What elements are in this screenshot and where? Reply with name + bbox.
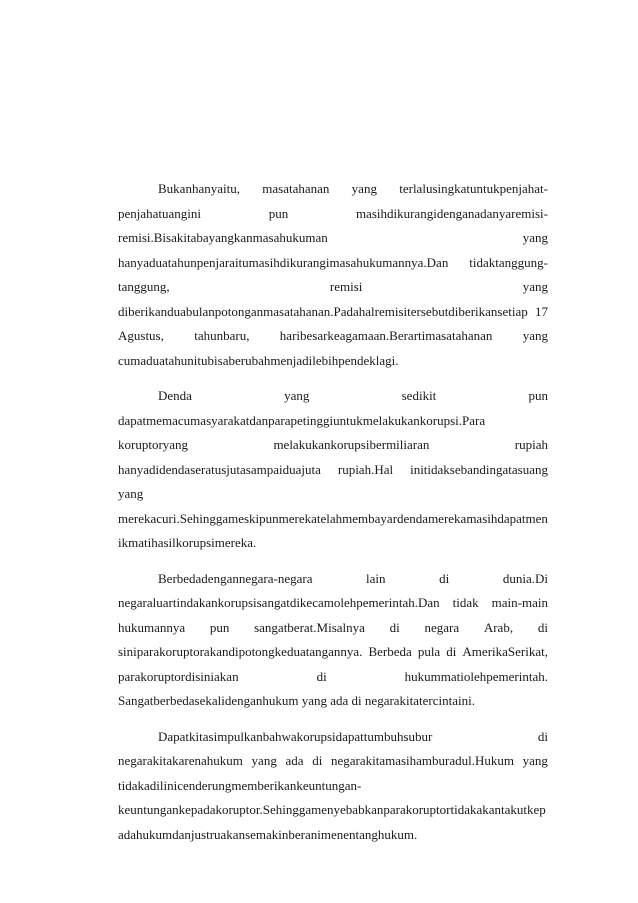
text-line: [118, 798, 548, 823]
text-line: [118, 324, 548, 349]
word: di: [537, 728, 548, 744]
word: hanyadidendaseratusjutasampaiduajuta: [118, 461, 321, 477]
word: tidaktanggung-: [469, 254, 548, 270]
word: haribesarkeagamaan.Berartimasatahanan: [279, 328, 493, 343]
paragraph-p3: [118, 567, 548, 714]
word: negaraluartindakankorupsisangatdikecamolehpemerintah.Dan: [118, 595, 440, 610]
word: lain: [366, 570, 386, 586]
word: masihdikurangidenganadanyaremisi-: [355, 205, 548, 221]
text-line: [118, 640, 548, 665]
text-line: [118, 823, 548, 848]
word: Berbedadengannegara-negara: [158, 570, 313, 586]
word: tidakadilinicenderungmemberikankeuntungan-: [118, 777, 362, 793]
word: yang: [351, 181, 377, 196]
word: koruptoryang: [118, 437, 189, 452]
word: tahunbaru,: [194, 328, 250, 343]
text-line: [118, 409, 548, 434]
text-line: [118, 749, 548, 774]
word: di: [316, 668, 327, 684]
word: pula: [417, 644, 441, 659]
paragraph-gap: [118, 714, 548, 725]
word: rupiah: [514, 437, 548, 452]
word: rupiah.Hal: [337, 461, 394, 477]
word: remisi: [329, 279, 363, 294]
word: tidak: [452, 595, 479, 610]
word: adahukumdanjustruakansemakinberanimenentanghukum.: [118, 826, 418, 842]
word: negarakitakarenahukum: [118, 753, 243, 768]
paragraph-gap: [118, 373, 548, 384]
text-line: [118, 531, 548, 556]
word: siniparakoruptorakandipotongkeduatangannya.: [118, 644, 363, 659]
word: hukummatiolehpemerintah.: [404, 668, 548, 684]
text-line: [118, 202, 548, 227]
text-line: [118, 226, 548, 251]
text-line: [118, 725, 548, 750]
word: yang: [118, 486, 144, 501]
text-line: [118, 251, 548, 276]
word: negarakitamasihamburadul.Hukum: [330, 753, 514, 768]
word: pun: [209, 619, 230, 635]
word: di: [439, 570, 450, 586]
word: Bukanhanyaitu,: [158, 181, 240, 196]
word: main-main: [491, 595, 548, 610]
word: yang: [522, 230, 548, 245]
word: dapatmemacumasyarakatdanparapetinggiuntukmelakukankorupsi.Para: [118, 412, 486, 428]
word: initidaksebandingatasuang: [410, 461, 548, 477]
word: 17: [535, 303, 548, 319]
word: yang: [251, 753, 277, 768]
paragraph-p2: [118, 384, 548, 556]
word: negara: [424, 619, 460, 635]
word: di: [389, 619, 400, 635]
word: yang: [284, 388, 310, 403]
word: yang: [522, 753, 548, 768]
word: ikmatihasilkorupsimereka.: [118, 535, 257, 550]
word: di: [446, 644, 457, 659]
word: yang: [522, 279, 548, 294]
word: di: [537, 619, 548, 635]
word: keuntungankepadakoruptor.Sehinggamenyebabkanparakoruptortidakakantakutkep: [118, 802, 546, 817]
word: tanggung,: [118, 279, 170, 294]
word: pun: [528, 388, 548, 403]
text-line: [118, 665, 548, 690]
word: hanyaduatahunpenjaraitumasihdikurangimasahukumannya.Dan: [118, 254, 449, 270]
word: Agustus,: [118, 328, 164, 343]
word: remisi.Bisakitabayangkanmasahukuman: [118, 230, 328, 245]
word: Sangatberbedasekalidenganhukum yang ada di negarakitatercintaini.: [118, 693, 475, 708]
text-line: [118, 507, 548, 532]
word: Arab,: [483, 619, 514, 635]
paragraph-p4: [118, 725, 548, 848]
text-line: [118, 567, 548, 592]
word: diberikanduabulanpotonganmasatahanan.Padahalremisitersebutdiberikansetiap: [118, 303, 528, 319]
text-line: [118, 616, 548, 641]
word: melakukankorupsibermiliaran: [273, 437, 430, 452]
word: cumaduatahunitubisaberubahmenjadilebihpendeklagi.: [118, 352, 399, 368]
word: merekacuri.Sehinggameskipunmerekatelahmembayardendamerekamasihdapatmen: [118, 510, 548, 526]
text-line: [118, 384, 548, 409]
word: masatahanan: [262, 181, 330, 196]
text-line: [118, 689, 548, 714]
text-line: [118, 300, 548, 325]
paragraph-p1: [118, 177, 548, 373]
text-line: [118, 482, 548, 507]
text-line: [118, 433, 548, 458]
word: ada: [285, 753, 304, 768]
word: terlalusingkatuntukpenjahat-: [399, 181, 548, 196]
text-line: [118, 591, 548, 616]
word: parakoruptordisiniakan: [118, 668, 239, 684]
text-line: [118, 774, 548, 799]
text-line: [118, 275, 548, 300]
word: Dapatkitasimpulkanbahwakorupsidapattumbuhsubur: [158, 728, 433, 744]
word: Berbeda: [368, 644, 412, 659]
word: dunia.Di: [502, 570, 548, 586]
word: di: [312, 753, 323, 768]
document-body: [118, 177, 548, 847]
word: penjahatuangini: [118, 205, 202, 221]
text-line: [118, 177, 548, 202]
paragraph-gap: [118, 556, 548, 567]
text-line: [118, 349, 548, 374]
word: hukumannya: [118, 619, 186, 635]
word: Denda: [158, 388, 192, 403]
word: yang: [522, 328, 548, 343]
word: pun: [268, 205, 289, 221]
word: AmerikaSerikat,: [462, 644, 548, 659]
word: sedikit: [401, 388, 437, 403]
word: sangatberat.Misalnya: [254, 619, 365, 635]
text-line: [118, 458, 548, 483]
